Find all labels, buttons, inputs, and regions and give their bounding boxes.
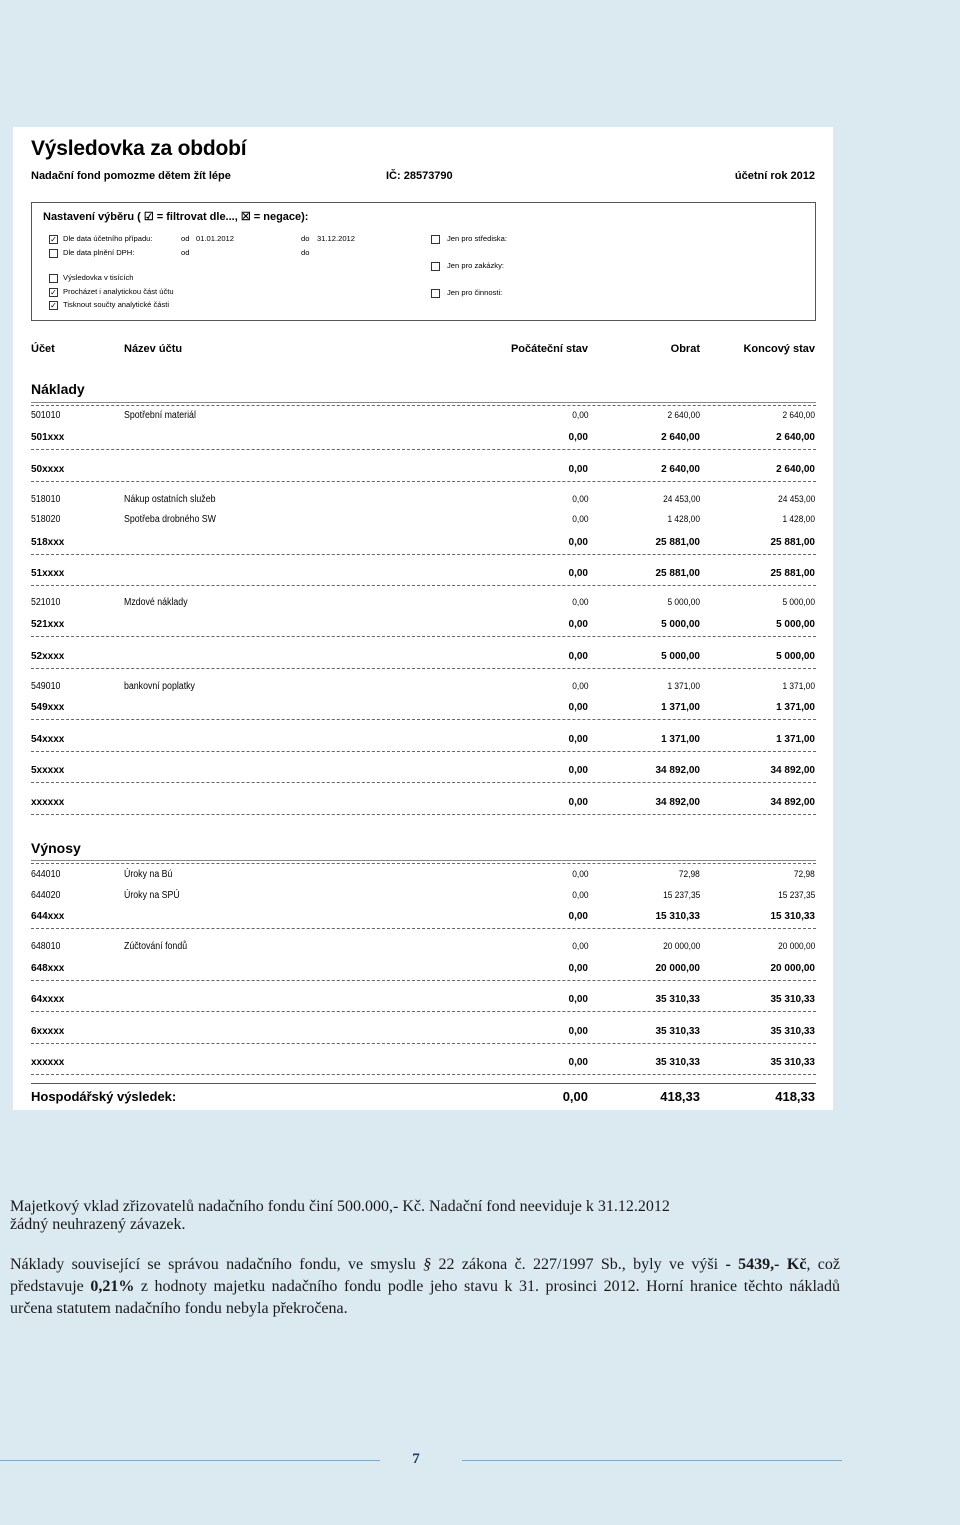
row-opening: 0,00 (571, 597, 588, 608)
row-opening: 0,00 (571, 890, 588, 901)
row-opening: 0,00 (568, 568, 588, 579)
row-closing: 15 310,33 (770, 911, 815, 922)
filter-checkbox[interactable]: ✓ (50, 235, 57, 244)
income-statement-image (13, 127, 833, 1110)
paragraph-costs-percent: 0,21% (90, 1278, 135, 1295)
filter-from-label: od (181, 234, 190, 243)
row-turnover: 15 310,33 (655, 911, 700, 922)
row-divider (31, 814, 816, 815)
row-opening: 0,00 (568, 994, 588, 1005)
filter-option-label: Výsledovka v tisících (63, 273, 134, 282)
row-account: 549010 (31, 681, 61, 692)
row-opening: 0,00 (568, 702, 588, 713)
row-closing: 1 371,00 (776, 734, 815, 745)
row-divider (31, 1074, 816, 1075)
row-account-name: Úroky na SPÚ (124, 890, 180, 901)
revenue-divider (31, 860, 816, 861)
section-sign: § (423, 1256, 432, 1273)
row-account-name: Zúčtování fondů (124, 941, 188, 952)
row-account-name: bankovní poplatky (124, 681, 195, 692)
row-account-name: Spotřební materiál (124, 410, 196, 421)
filter-option-label: Tisknout součty analytické části (63, 300, 170, 309)
row-closing: 34 892,00 (770, 797, 815, 808)
column-header-closing: Koncový stav (743, 343, 815, 355)
row-turnover: 5 000,00 (661, 619, 700, 630)
row-turnover: 35 310,33 (655, 1057, 700, 1068)
row-turnover: 1 428,00 (667, 514, 700, 525)
row-opening: 0,00 (571, 494, 588, 505)
row-turnover: 35 310,33 (655, 994, 700, 1005)
filter-checkbox[interactable]: ✓ (50, 288, 57, 297)
revenue-divider-dashed (31, 863, 816, 864)
filter-to-label: do (301, 248, 310, 257)
row-divider (31, 1011, 816, 1012)
row-turnover: 1 371,00 (661, 734, 700, 745)
filter-option-label: Jen pro zakázky: (447, 261, 504, 270)
column-header-account-name: Název účtu (124, 343, 183, 355)
row-opening: 0,00 (568, 734, 588, 745)
filter-checkbox[interactable] (431, 235, 440, 244)
row-turnover: 25 881,00 (655, 568, 700, 579)
row-opening: 0,00 (571, 410, 588, 421)
paragraph-costs-part3: , což představuje (10, 1256, 841, 1295)
row-closing: 5 000,00 (782, 597, 815, 608)
row-account: 518020 (31, 514, 61, 525)
row-closing: 24 453,00 (777, 494, 815, 505)
costs-section-title: Náklady (31, 381, 85, 397)
row-divider (31, 782, 816, 783)
paragraph-costs-part4: z hodnoty majetku nadačního fondu podle jeho stavu k 31. prosinci 2012. Horní hranice těchto nákladů určena statutem nadačního fondu nebyla překročena. (10, 1278, 840, 1317)
row-divider (31, 636, 816, 637)
row-account: 501xxx (31, 432, 65, 443)
row-account: 64xxxx (31, 994, 65, 1005)
row-divider (31, 719, 816, 720)
filter-option-label: Dle data účetního případu: (63, 234, 153, 243)
row-turnover: 20 000,00 (655, 963, 700, 974)
filter-option-label: Jen pro činnosti: (447, 288, 503, 297)
row-closing: 1 428,00 (782, 514, 815, 525)
filter-checkbox[interactable] (431, 262, 440, 271)
column-header-opening: Počáteční stav (510, 343, 588, 355)
row-opening: 0,00 (568, 797, 588, 808)
row-opening: 0,00 (568, 765, 588, 776)
paragraph-costs-part2: 22 zákona č. 227/1997 Sb., byly ve výši (431, 1256, 726, 1273)
row-turnover: 25 881,00 (655, 537, 700, 548)
filter-checkbox[interactable]: ✓ (50, 301, 57, 310)
row-opening: 0,00 (568, 619, 588, 630)
row-closing: 35 310,33 (770, 1026, 815, 1037)
row-account: 549xxx (31, 702, 65, 713)
row-opening: 0,00 (568, 537, 588, 548)
row-account-name: Nákup ostatních služeb (124, 494, 216, 505)
row-closing: 1 371,00 (782, 681, 815, 692)
row-account-name: Mzdové náklady (124, 597, 188, 608)
filter-option-label: Dle data plnění DPH: (63, 248, 135, 257)
row-closing: 35 310,33 (770, 1057, 815, 1068)
row-opening: 0,00 (568, 1057, 588, 1068)
row-closing: 5 000,00 (776, 651, 815, 662)
row-account: 52xxxx (31, 651, 65, 662)
row-closing: 72,98 (794, 869, 815, 880)
row-account: 518xxx (31, 537, 65, 548)
filter-checkbox[interactable] (49, 249, 58, 258)
result-closing: 418,33 (775, 1089, 815, 1104)
row-opening: 0,00 (568, 464, 588, 475)
filter-to-label: do (301, 234, 310, 243)
row-turnover: 34 892,00 (655, 797, 700, 808)
row-account: 54xxxx (31, 734, 65, 745)
row-opening: 0,00 (568, 432, 588, 443)
row-opening: 0,00 (571, 681, 588, 692)
result-label: Hospodářský výsledek: (31, 1089, 177, 1104)
costs-divider-dashed (31, 405, 816, 406)
row-account: 518010 (31, 494, 61, 505)
row-divider (31, 668, 816, 669)
row-closing: 2 640,00 (782, 410, 815, 421)
accounting-year: účetní rok 2012 (734, 170, 815, 182)
revenue-section-title: Výnosy (31, 840, 81, 856)
row-opening: 0,00 (571, 941, 588, 952)
row-account: 501010 (31, 410, 61, 421)
paragraph-capital-line2: žádný neuhrazený závazek. (10, 1216, 186, 1233)
costs-divider (31, 402, 816, 403)
paragraph-costs (10, 1254, 840, 1320)
result-opening: 0,00 (562, 1089, 588, 1104)
filter-option-label: Procházet i analytickou část účtu (63, 287, 174, 296)
row-account: 648010 (31, 941, 61, 952)
row-turnover: 24 453,00 (662, 494, 700, 505)
row-turnover: 2 640,00 (661, 432, 700, 443)
organization-name: Nadační fond pomozme dětem žít lépe (31, 170, 231, 182)
row-divider (31, 449, 816, 450)
column-header-account: Účet (31, 343, 55, 355)
paragraph-costs-amount: - 5439,- Kč (725, 1256, 807, 1273)
row-account: 648xxx (31, 963, 65, 974)
row-closing: 35 310,33 (770, 994, 815, 1005)
row-turnover: 2 640,00 (667, 410, 700, 421)
row-divider (31, 585, 816, 586)
row-divider (31, 554, 816, 555)
row-account: xxxxxx (31, 1057, 65, 1068)
row-turnover: 15 237,35 (662, 890, 700, 901)
footer-line-left (0, 1460, 380, 1461)
row-account: 51xxxx (31, 568, 65, 579)
row-closing: 34 892,00 (770, 765, 815, 776)
row-opening: 0,00 (568, 911, 588, 922)
paragraph-costs-part1: Náklady související se správou nadačního fondu, ve smyslu (10, 1256, 424, 1273)
row-turnover: 1 371,00 (667, 681, 700, 692)
filter-from-label: od (181, 248, 190, 257)
result-divider (31, 1083, 816, 1084)
row-opening: 0,00 (571, 514, 588, 525)
row-opening: 0,00 (571, 869, 588, 880)
row-closing: 20 000,00 (770, 963, 815, 974)
row-account: 50xxxx (31, 464, 65, 475)
report-title: Výsledovka za období (31, 137, 247, 160)
row-account: 644010 (31, 869, 61, 880)
footer-line-right (462, 1460, 842, 1461)
row-account: 644xxx (31, 911, 65, 922)
row-account-name: Spotřeba drobného SW (124, 514, 216, 525)
row-opening: 0,00 (568, 651, 588, 662)
page-number: 7 (412, 1451, 420, 1467)
row-divider (31, 928, 816, 929)
row-closing: 15 237,35 (777, 890, 815, 901)
row-turnover: 20 000,00 (662, 941, 700, 952)
row-divider (31, 481, 816, 482)
row-closing: 25 881,00 (770, 537, 815, 548)
row-account: xxxxxx (31, 797, 65, 808)
filter-option-label: Jen pro střediska: (447, 234, 507, 243)
row-divider (31, 1043, 816, 1044)
filter-from-value: 01.01.2012 (196, 234, 235, 243)
row-closing: 5 000,00 (776, 619, 815, 630)
row-turnover: 1 371,00 (661, 702, 700, 713)
row-closing: 25 881,00 (770, 568, 815, 579)
row-opening: 0,00 (568, 1026, 588, 1037)
filter-checkbox[interactable] (431, 289, 440, 298)
row-account: 644020 (31, 890, 61, 901)
row-divider (31, 751, 816, 752)
filter-settings-box (31, 202, 816, 321)
row-turnover: 5 000,00 (661, 651, 700, 662)
paragraph-capital (10, 1198, 840, 1234)
row-account: 521xxx (31, 619, 65, 630)
row-account-name: Úroky na Bú (124, 869, 173, 880)
row-opening: 0,00 (568, 963, 588, 974)
row-closing: 2 640,00 (776, 432, 815, 443)
row-account: 521010 (31, 597, 61, 608)
row-closing: 20 000,00 (777, 941, 815, 952)
row-closing: 2 640,00 (776, 464, 815, 475)
row-account: 6xxxxx (31, 1026, 65, 1037)
row-account: 5xxxxx (31, 765, 65, 776)
paragraph-capital-line1: Majetkový vklad zřizovatelů nadačního fondu činí 500.000,- Kč. Nadační fond neeviduje k 31.12.2012 (10, 1198, 670, 1215)
filter-title: Nastavení výběru ( ☑ = filtrovat dle..., ☒ = negace): (43, 211, 309, 223)
row-divider (31, 980, 816, 981)
row-turnover: 35 310,33 (655, 1026, 700, 1037)
row-turnover: 34 892,00 (655, 765, 700, 776)
row-closing: 1 371,00 (776, 702, 815, 713)
company-id: IČ: 28573790 (386, 170, 453, 182)
column-header-turnover: Obrat (670, 343, 700, 355)
row-turnover: 2 640,00 (661, 464, 700, 475)
row-turnover: 72,98 (679, 869, 700, 880)
filter-to-value: 31.12.2012 (317, 234, 356, 243)
row-turnover: 5 000,00 (667, 597, 700, 608)
result-turnover: 418,33 (660, 1089, 700, 1104)
filter-checkbox[interactable] (49, 274, 58, 283)
